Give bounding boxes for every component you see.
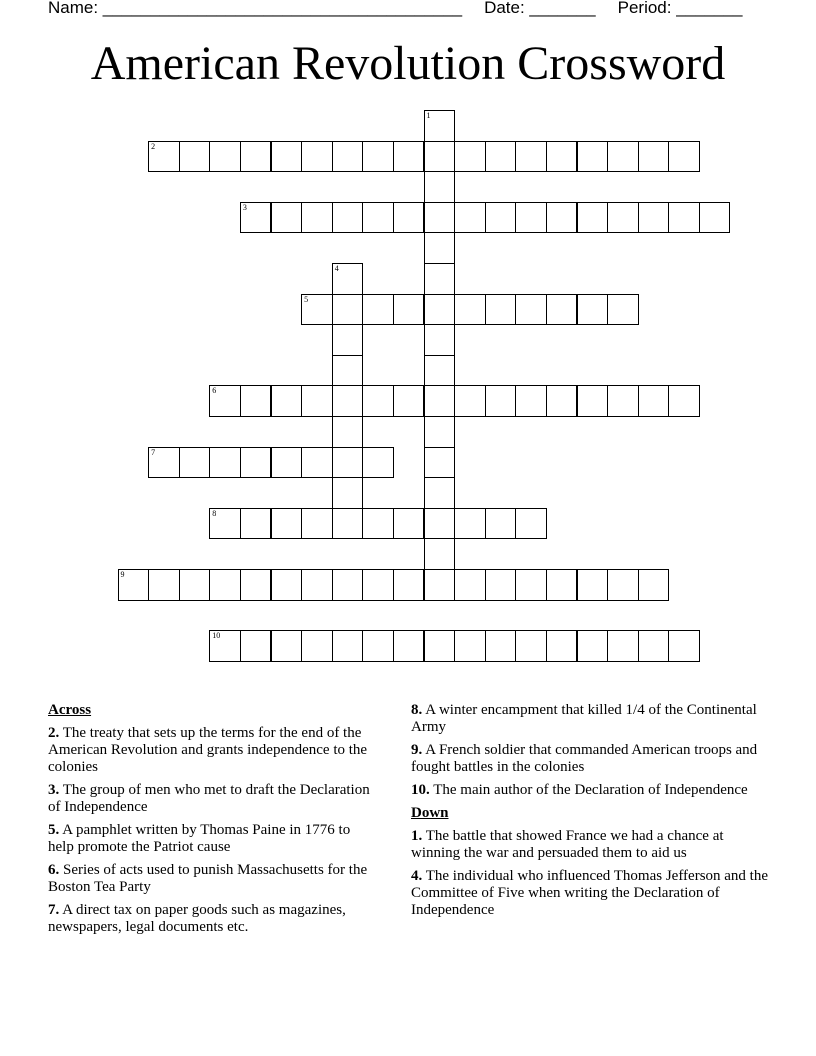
grid-cell[interactable] <box>301 630 333 662</box>
grid-cell[interactable] <box>332 355 364 387</box>
clue-text: The individual who influenced Thomas Jefferson and the Committee of Five when writing the Declaration of Independence <box>411 868 769 918</box>
grid-cell[interactable] <box>485 141 517 173</box>
clue-number-label: 6 <box>212 386 217 396</box>
clue-number-label: 8 <box>212 508 217 518</box>
grid-cell[interactable] <box>332 294 364 326</box>
grid-cell[interactable] <box>424 385 456 417</box>
grid-cell[interactable] <box>393 385 425 417</box>
grid-cell[interactable] <box>148 447 180 479</box>
grid-cell[interactable] <box>240 508 272 540</box>
clue-number-label: 7 <box>151 447 156 457</box>
grid-cell[interactable] <box>424 416 456 448</box>
page-title: American Revolution Crossword <box>90 37 726 90</box>
clue-number: 2. <box>48 725 60 741</box>
clue-number-label: 4 <box>334 264 339 273</box>
clue-number: 4. <box>411 868 423 884</box>
clue-across-5 <box>48 822 378 856</box>
grid-cell[interactable] <box>485 569 517 601</box>
grid-cell[interactable] <box>485 294 517 326</box>
grid-cell[interactable] <box>424 294 456 326</box>
grid-cell[interactable] <box>332 263 364 295</box>
grid-cell[interactable] <box>668 202 700 234</box>
grid-cell[interactable] <box>454 569 486 601</box>
clues-column-right <box>411 702 771 925</box>
grid-cell[interactable] <box>485 385 517 417</box>
grid-cell[interactable] <box>577 569 609 601</box>
grid-cell[interactable] <box>362 508 394 540</box>
clue-text: The main author of the Declaration of Independence <box>433 782 748 798</box>
grid-cell[interactable] <box>424 538 456 570</box>
grid-cell[interactable] <box>332 477 364 509</box>
clue-number-label: 3 <box>242 202 247 212</box>
grid-cell[interactable] <box>454 141 486 173</box>
grid-cell[interactable] <box>209 508 241 540</box>
grid-cell[interactable] <box>332 202 364 234</box>
clue-number: 9. <box>411 742 423 758</box>
grid-cell[interactable] <box>577 630 609 662</box>
clue-number-label: 10 <box>212 631 221 641</box>
clue-text: A direct tax on paper goods such as magazines, newspapers, legal documents etc. <box>48 902 346 935</box>
grid-cell[interactable] <box>332 630 364 662</box>
grid-cell[interactable] <box>699 202 731 234</box>
clue-text: Series of acts used to punish Massachusetts for the Boston Tea Party <box>48 862 368 895</box>
grid-cell[interactable] <box>393 569 425 601</box>
grid-cell[interactable] <box>607 385 639 417</box>
clue-text: The battle that showed France we had a chance at winning the war and persuaded them to aid us <box>411 828 724 861</box>
grid-cell[interactable] <box>485 630 517 662</box>
grid-cell[interactable] <box>209 569 241 601</box>
grid-cell[interactable] <box>424 447 456 479</box>
grid-cell[interactable] <box>362 447 394 479</box>
clue-number: 1. <box>411 828 423 844</box>
grid-cell[interactable] <box>301 447 333 479</box>
grid-cell[interactable] <box>638 630 670 662</box>
grid-cell[interactable] <box>546 385 578 417</box>
grid-cell[interactable] <box>362 569 394 601</box>
clue-across-9 <box>411 742 771 776</box>
clue-across-6 <box>48 862 378 896</box>
grid-cell[interactable] <box>424 477 456 509</box>
grid-cell[interactable] <box>668 630 700 662</box>
grid-cell[interactable] <box>638 569 670 601</box>
grid-cell[interactable] <box>577 141 609 173</box>
grid-cell[interactable] <box>301 508 333 540</box>
grid-cell[interactable] <box>485 508 517 540</box>
grid-cell[interactable] <box>332 508 364 540</box>
grid-cell[interactable] <box>638 385 670 417</box>
clue-down-4 <box>411 868 771 919</box>
grid-cell[interactable] <box>301 141 333 173</box>
grid-cell[interactable] <box>271 569 303 601</box>
grid-cell[interactable] <box>546 141 578 173</box>
clue-across-10 <box>411 782 771 799</box>
grid-cell[interactable] <box>424 202 456 234</box>
grid-cell[interactable] <box>546 630 578 662</box>
grid-cell[interactable] <box>515 141 547 173</box>
grid-cell[interactable] <box>209 630 241 662</box>
grid-cell[interactable] <box>393 508 425 540</box>
period-field[interactable]: Period: _______ <box>617 0 743 17</box>
grid-cell[interactable] <box>332 385 364 417</box>
grid-cell[interactable] <box>301 294 333 326</box>
grid-cell[interactable] <box>179 447 211 479</box>
grid-cell[interactable] <box>424 110 456 142</box>
grid-cell[interactable] <box>271 141 303 173</box>
grid-cell[interactable] <box>393 294 425 326</box>
clue-number: 6. <box>48 862 60 878</box>
grid-cell[interactable] <box>179 569 211 601</box>
clue-text: A winter encampment that killed 1/4 of the Continental Army <box>411 702 757 735</box>
grid-cell[interactable] <box>240 447 272 479</box>
grid-cell[interactable] <box>515 385 547 417</box>
clue-across-2 <box>48 725 378 776</box>
clue-number: 8. <box>411 702 423 718</box>
grid-cell[interactable] <box>332 416 364 448</box>
grid-cell[interactable] <box>332 324 364 356</box>
grid-cell[interactable] <box>332 447 364 479</box>
clue-number: 10. <box>411 782 430 798</box>
grid-cell[interactable] <box>301 385 333 417</box>
grid-cell[interactable] <box>607 141 639 173</box>
grid-cell[interactable] <box>638 141 670 173</box>
grid-cell[interactable] <box>362 630 394 662</box>
grid-cell[interactable] <box>668 385 700 417</box>
grid-cell[interactable] <box>362 202 394 234</box>
grid-cell[interactable] <box>577 385 609 417</box>
grid-cell[interactable] <box>454 202 486 234</box>
grid-cell[interactable] <box>148 569 180 601</box>
grid-cell[interactable] <box>515 630 547 662</box>
grid-cell[interactable] <box>209 385 241 417</box>
clue-number: 7. <box>48 902 60 918</box>
clue-across-7 <box>48 902 378 936</box>
clue-number: 5. <box>48 822 60 838</box>
grid-cell[interactable] <box>485 202 517 234</box>
grid-cell[interactable] <box>424 324 456 356</box>
grid-cell[interactable] <box>424 232 456 264</box>
grid-cell[interactable] <box>362 294 394 326</box>
grid-cell[interactable] <box>271 385 303 417</box>
date-field[interactable]: Date: _______ <box>484 0 596 17</box>
clue-down-1 <box>411 828 771 862</box>
clue-number: 3. <box>48 782 60 798</box>
clue-number-label: 5 <box>304 294 309 304</box>
grid-cell[interactable] <box>240 569 272 601</box>
grid-cell[interactable] <box>607 202 639 234</box>
grid-cell[interactable] <box>515 202 547 234</box>
grid-cell[interactable] <box>179 141 211 173</box>
clue-text: A pamphlet written by Thomas Paine in 1776 to help promote the Patriot cause <box>48 822 351 855</box>
clue-number-label: 1 <box>426 111 431 120</box>
name-field[interactable]: Name: ______________________________________ <box>48 0 463 17</box>
grid-cell[interactable] <box>546 202 578 234</box>
grid-cell[interactable] <box>454 508 486 540</box>
grid-cell[interactable] <box>424 508 456 540</box>
grid-cell[interactable] <box>271 447 303 479</box>
grid-cell[interactable] <box>454 630 486 662</box>
clue-number-label: 2 <box>151 141 156 151</box>
grid-cell[interactable] <box>607 569 639 601</box>
grid-cell[interactable] <box>515 294 547 326</box>
grid-cell[interactable] <box>118 569 150 601</box>
grid-cell[interactable] <box>240 385 272 417</box>
grid-cell[interactable] <box>362 385 394 417</box>
grid-cell[interactable] <box>607 630 639 662</box>
clue-number-label: 9 <box>120 570 125 579</box>
grid-cell[interactable] <box>301 202 333 234</box>
clues-column-left <box>48 702 378 942</box>
grid-cell[interactable] <box>271 202 303 234</box>
down-heading: Down <box>411 805 449 821</box>
grid-cell[interactable] <box>546 294 578 326</box>
grid-cell[interactable] <box>332 141 364 173</box>
grid-cell[interactable] <box>209 447 241 479</box>
grid-cell[interactable] <box>515 569 547 601</box>
clue-text: The treaty that sets up the terms for the end of the American Revolution and grants independence to the colonies <box>48 725 368 775</box>
grid-cell[interactable] <box>362 141 394 173</box>
clue-across-8 <box>411 702 771 736</box>
grid-cell[interactable] <box>148 141 180 173</box>
grid-cell[interactable] <box>668 141 700 173</box>
grid-cell[interactable] <box>424 263 456 295</box>
grid-cell[interactable] <box>577 202 609 234</box>
grid-cell[interactable] <box>271 508 303 540</box>
grid-cell[interactable] <box>424 141 456 173</box>
grid-cell[interactable] <box>301 569 333 601</box>
grid-cell[interactable] <box>424 171 456 203</box>
grid-cell[interactable] <box>271 630 303 662</box>
grid-cell[interactable] <box>393 141 425 173</box>
grid-cell[interactable] <box>607 294 639 326</box>
grid-cell[interactable] <box>424 355 456 387</box>
across-heading: Across <box>48 702 92 718</box>
grid-cell[interactable] <box>577 294 609 326</box>
grid-cell[interactable] <box>393 202 425 234</box>
grid-cell[interactable] <box>332 569 364 601</box>
grid-cell[interactable] <box>454 294 486 326</box>
grid-cell[interactable] <box>454 385 486 417</box>
grid-cell[interactable] <box>424 630 456 662</box>
grid-cell[interactable] <box>240 141 272 173</box>
grid-cell[interactable] <box>209 141 241 173</box>
clue-text: A French soldier that commanded American troops and fought battles in the colonies <box>411 742 758 775</box>
grid-cell[interactable] <box>424 569 456 601</box>
grid-cell[interactable] <box>240 630 272 662</box>
grid-cell[interactable] <box>240 202 272 234</box>
grid-cell[interactable] <box>638 202 670 234</box>
clue-text: The group of men who met to draft the Declaration of Independence <box>48 782 370 815</box>
grid-cell[interactable] <box>393 630 425 662</box>
clue-across-3 <box>48 782 378 816</box>
grid-cell[interactable] <box>515 508 547 540</box>
grid-cell[interactable] <box>546 569 578 601</box>
